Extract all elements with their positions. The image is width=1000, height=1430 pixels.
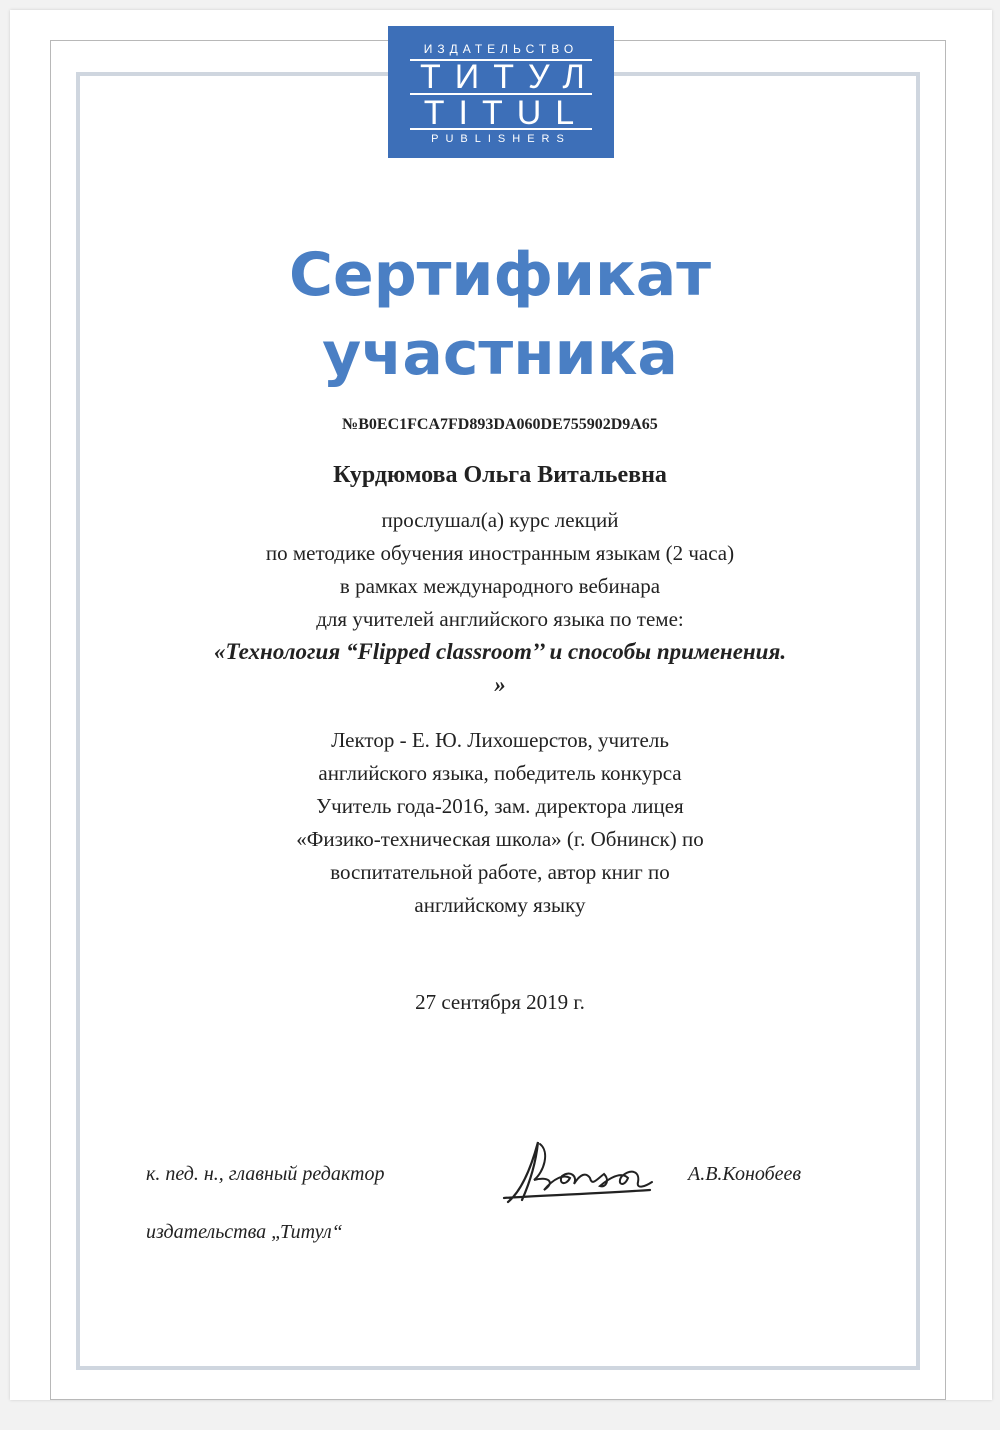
lecturer-line: Лектор - Е. Ю. Лихошерстов, учитель xyxy=(331,728,669,752)
signatory-position-line2: издательства „Титул“ xyxy=(146,1221,343,1243)
titul-logo xyxy=(388,26,614,158)
certificate-title-line2: участника xyxy=(322,319,678,389)
body-line: в рамках международного вебинара xyxy=(339,574,661,598)
body-line: по методике обучения иностранным языкам (2 часа) xyxy=(265,541,735,565)
logo-ru-text: ТИТУЛ xyxy=(410,59,592,95)
certificate-title-line1: Сертификат xyxy=(288,240,712,310)
signatory-name: А.В.Конобеев xyxy=(688,1163,802,1185)
lecturer-line: «Физико-техническая школа» (г. Обнинск) по xyxy=(296,827,704,851)
lecturer-line: английского языка, победитель конкурса xyxy=(318,761,682,785)
certificate-number: №B0EC1FCA7FD893DA060DE755902D9A65 xyxy=(342,416,658,433)
signature-image xyxy=(500,1132,670,1212)
signatory-position-line1: к. пед. н., главный редактор xyxy=(146,1163,385,1185)
certificate-date: 27 сентября 2019 г. xyxy=(415,990,585,1014)
topic-line1: «Технология “Flipped classroom’’ и способы применения. xyxy=(213,639,787,664)
logo-bottom-text: PUBLISHERS xyxy=(431,133,571,145)
logo-top-text: ИЗДАТЕЛЬСТВО xyxy=(423,42,579,56)
lecturer-line: Учитель года-2016, зам. директора лицея xyxy=(316,794,684,818)
participant-name: Курдюмова Ольга Витальевна xyxy=(333,462,667,488)
topic-line2: » xyxy=(494,672,506,697)
body-line: для учителей английского языка по теме: xyxy=(316,607,684,631)
lecturer-line: английскому языку xyxy=(414,893,586,917)
logo-en-text: TITUL xyxy=(410,98,592,130)
lecturer-line: воспитательной работе, автор книг по xyxy=(330,860,670,884)
body-line: прослушал(а) курс лекций xyxy=(381,508,619,532)
